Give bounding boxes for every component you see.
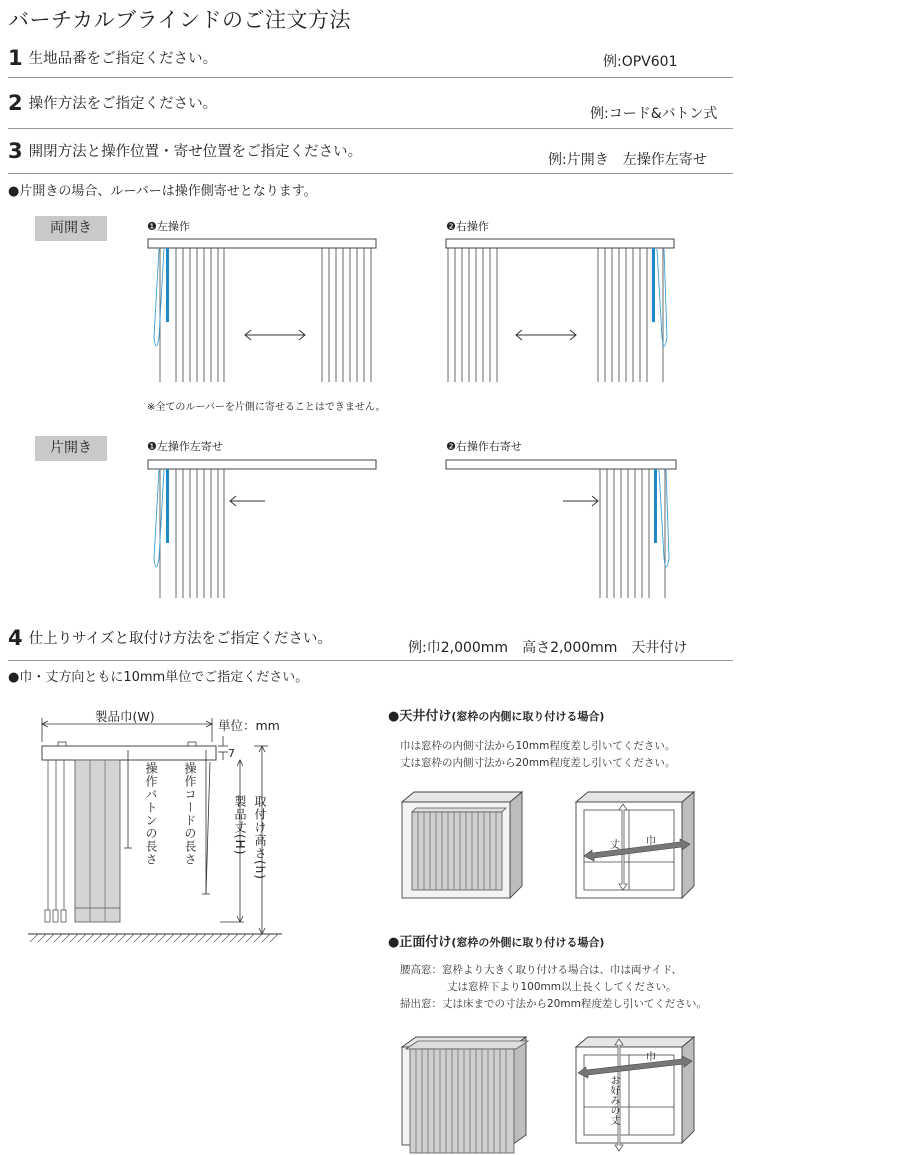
front-mount-blind-illustration <box>398 1035 533 1155</box>
front-mount-title <box>388 931 604 950</box>
katabiraki-right-caption: ❷右操作右寄せ <box>446 440 522 453</box>
front-height-label: お好みの丈 <box>608 1075 619 1125</box>
step-2-number: 2 <box>8 91 23 115</box>
ceiling-height-label: 丈 <box>610 840 620 851</box>
katabiraki-label: 片開き <box>35 436 107 461</box>
front-mount-line-2: 丈は窓枠下より100mm以上長くしてください。 <box>447 981 677 993</box>
step-2 <box>8 91 217 115</box>
page-title: バーチカルブラインドのご注文方法 <box>8 8 351 32</box>
step-4-example: 例:巾2,000mm 高さ2,000mm 天井付け <box>408 640 688 656</box>
katabiraki-left-diagram <box>145 458 385 608</box>
step-1 <box>8 46 217 70</box>
ceiling-mount-title-main: ●天井付け <box>388 709 452 724</box>
ryobiraki-note: ※全てのルーバーを片側に寄せることはできません。 <box>147 402 386 413</box>
front-width-label: 巾 <box>646 1052 656 1063</box>
unit-label: 単位：mm <box>218 718 280 733</box>
step-1-example: 例:OPV601 <box>603 54 678 70</box>
front-mount-window-illustration <box>572 1035 702 1155</box>
step-1-text: 生地品番をご指定ください。 <box>28 51 218 67</box>
divider <box>8 173 733 174</box>
product-width-label: 製品巾(W) <box>95 709 155 724</box>
product-height-label: 製品丈(H) <box>233 795 247 856</box>
step-4-text: 仕上りサイズと取付け方法をご指定ください。 <box>28 631 332 647</box>
step-3-number: 3 <box>8 139 23 163</box>
mount-height-label: 取付け高さ(h) <box>253 795 267 880</box>
step-4 <box>8 626 332 650</box>
step-4-number: 4 <box>8 626 23 650</box>
divider <box>8 77 733 78</box>
front-mount-title-paren: (窓枠の外側に取り付ける場合) <box>451 936 605 949</box>
front-mount-line-1: 腰高窓：窓枠より大きく取り付ける場合は、巾は両サイド、 <box>400 964 682 976</box>
divider <box>8 660 733 661</box>
ceiling-mount-line-2: 丈は窓枠の内側寸法から20mm程度差し引いてください。 <box>400 757 676 769</box>
step-4-note: ●巾・丈方向ともに10mm単位でご指定ください。 <box>8 670 309 685</box>
front-mount-title-main: ●正面付け <box>388 935 452 950</box>
ceiling-mount-window-illustration <box>572 790 702 905</box>
baton-length-label: 操作バトンの長さ <box>144 762 158 866</box>
step-3 <box>8 139 362 163</box>
ceiling-mount-line-1: 巾は窓枠の内側寸法から10mm程度差し引いてください。 <box>400 740 676 752</box>
step-3-text: 開閉方法と操作位置・寄せ位置をご指定ください。 <box>28 144 363 160</box>
ryobiraki-right-diagram <box>443 237 683 387</box>
ryobiraki-left-diagram <box>145 237 385 387</box>
divider <box>8 128 733 129</box>
ryobiraki-right-caption: ❷右操作 <box>446 220 489 233</box>
katabiraki-left-caption: ❶左操作左寄せ <box>147 440 223 453</box>
step-3-note: ●片開きの場合、ルーバーは操作側寄せとなります。 <box>8 184 317 199</box>
front-mount-text <box>400 962 707 1013</box>
step-1-number: 1 <box>8 46 23 70</box>
cord-length-label: 操作コードの長さ <box>183 762 197 866</box>
ceiling-mount-text <box>400 738 675 772</box>
front-mount-line-3: 掃出窓：丈は床までの寸法から20mm程度差し引いてください。 <box>400 998 707 1010</box>
ceiling-width-label: 巾 <box>646 836 656 847</box>
ceiling-mount-blind-illustration <box>398 790 528 905</box>
ceiling-mount-title <box>388 705 604 724</box>
step-2-example: 例:コード&バトン式 <box>590 106 718 122</box>
seven-label: 7 <box>228 747 235 760</box>
ryobiraki-left-caption: ❶左操作 <box>147 220 190 233</box>
step-2-text: 操作方法をご指定ください。 <box>28 96 218 112</box>
ryobiraki-label: 両開き <box>35 216 107 241</box>
ceiling-mount-title-paren: (窓枠の内側に取り付ける場合) <box>451 710 605 723</box>
step-3-example: 例:片開き 左操作左寄せ <box>548 152 707 168</box>
katabiraki-right-diagram <box>443 458 683 608</box>
